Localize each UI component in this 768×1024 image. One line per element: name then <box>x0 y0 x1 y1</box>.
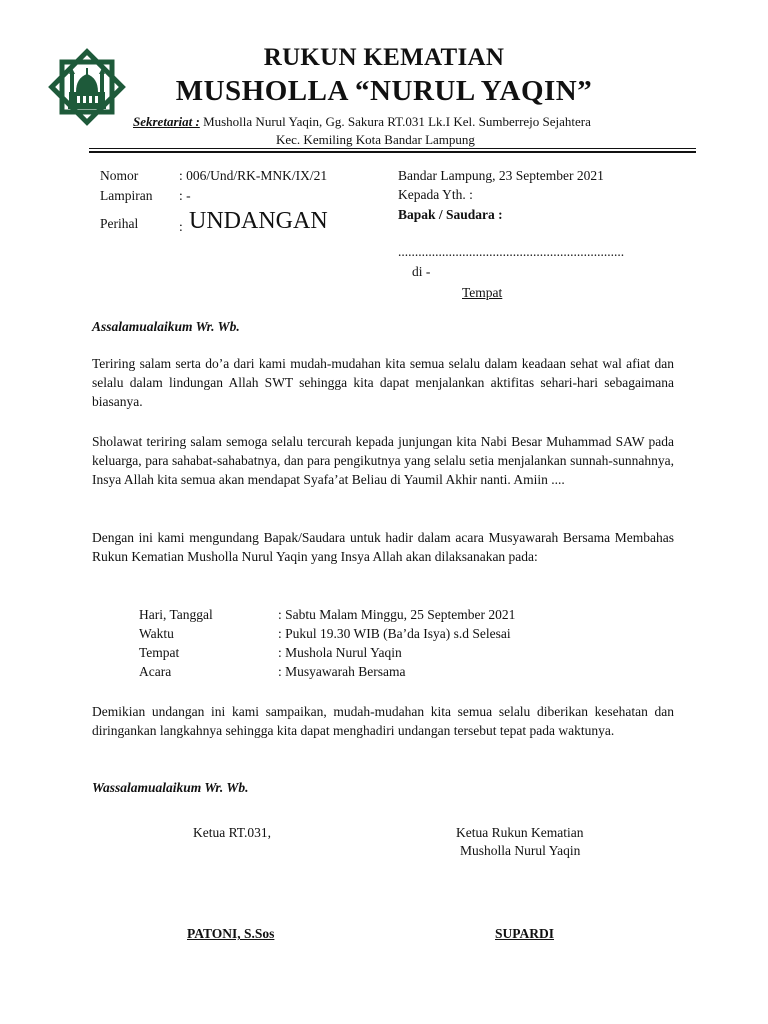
perihal-value: UNDANGAN <box>189 208 328 234</box>
tempat-label: Tempat <box>462 285 503 300</box>
recipient-label: Bapak / Saudara : <box>398 207 503 222</box>
org-title: RUKUN KEMATIAN <box>263 44 505 71</box>
recipient-dotted-line: ................................................................... <box>398 244 625 259</box>
nomor-label: Nomor <box>100 168 139 183</box>
right-signatory-name: SUPARDI <box>495 926 555 941</box>
detail-value-date: : Sabtu Malam Minggu, 25 September 2021 <box>278 607 516 622</box>
perihal-label: Perihal <box>100 216 139 231</box>
paragraph-2: Sholawat teriring salam semoga selalu tercurah kepada junjungan kita Nabi Besar Muhammad SAW pada keluarga, para sahabat-sahabatnya, dan para pengikutnya yang selalu setia menjalankan sunnah-sunnahnya, Insya Allah kita semua akan mendapat Syafa’at Beliau di Yaumil Akhir nanti. Amiin .... <box>92 434 674 487</box>
lampiran-label: Lampiran <box>100 188 153 203</box>
header-divider-thick <box>89 151 696 153</box>
nomor-value: : 006/Und/RK-MNK/IX/21 <box>179 168 328 183</box>
place-date: Bandar Lampung, 23 September 2021 <box>398 168 604 183</box>
closing: Wassalamualaikum Wr. Wb. <box>92 780 249 795</box>
paragraph-1: Teriring salam serta do’a dari kami mudah-mudahan kita semua selalu dalam keadaan sehat wal afiat dan selalu dalam lindungan Allah SWT sehingga kita dapat menjalankan aktifitas sehari-hari sebagaimana biasanya. <box>92 356 674 409</box>
header-divider-thin <box>89 148 696 149</box>
detail-value-place: : Mushola Nurul Yaqin <box>278 645 402 660</box>
detail-value-time: : Pukul 19.30 WIB (Ba’da Isya) s.d Selesai <box>278 626 511 641</box>
detail-label-time: Waktu <box>139 626 174 641</box>
left-signatory-title: Ketua RT.031, <box>193 825 272 840</box>
lampiran-value: : - <box>179 188 191 203</box>
perihal-colon: : <box>179 219 183 234</box>
greeting: Assalamualaikum Wr. Wb. <box>92 319 240 334</box>
di-label: di - <box>412 264 431 279</box>
org-subtitle: MUSHOLLA “NURUL YAQIN” <box>175 75 593 107</box>
detail-label-place: Tempat <box>139 645 180 660</box>
paragraph-3: Dengan ini kami mengundang Bapak/Saudara untuk hadir dalam acara Musyawarah Bersama Membahas Rukun Kematian Musholla Nurul Yaqin yang Insya Allah akan dilaksanakan pada: <box>92 530 674 564</box>
right-signatory-title-1: Ketua Rukun Kematian <box>456 825 584 840</box>
address-text: Musholla Nurul Yaqin, Gg. Sakura RT.031 Lk.I Kel. Sumberrejo Sejahtera <box>203 114 591 129</box>
address-line-1 <box>133 113 591 130</box>
secretariat-label: Sekretariat : <box>133 114 200 129</box>
kepada-label: Kepada Yth. : <box>398 187 473 202</box>
paragraph-4: Demikian undangan ini kami sampaikan, mudah-mudahan kita semua selalu diberikan kesehatan dan diringankan langkahnya sehingga kita dapat menghadiri undangan tersebut tepat pada waktunya. <box>92 704 674 738</box>
detail-label-event: Acara <box>139 664 172 679</box>
address-line-2: Kec. Kemiling Kota Bandar Lampung <box>276 132 475 147</box>
detail-label-date: Hari, Tanggal <box>139 607 213 622</box>
detail-value-event: : Musyawarah Bersama <box>278 664 406 679</box>
left-signatory-name: PATONI, S.Sos <box>187 926 275 941</box>
right-signatory-title-2: Musholla Nurul Yaqin <box>460 843 581 858</box>
